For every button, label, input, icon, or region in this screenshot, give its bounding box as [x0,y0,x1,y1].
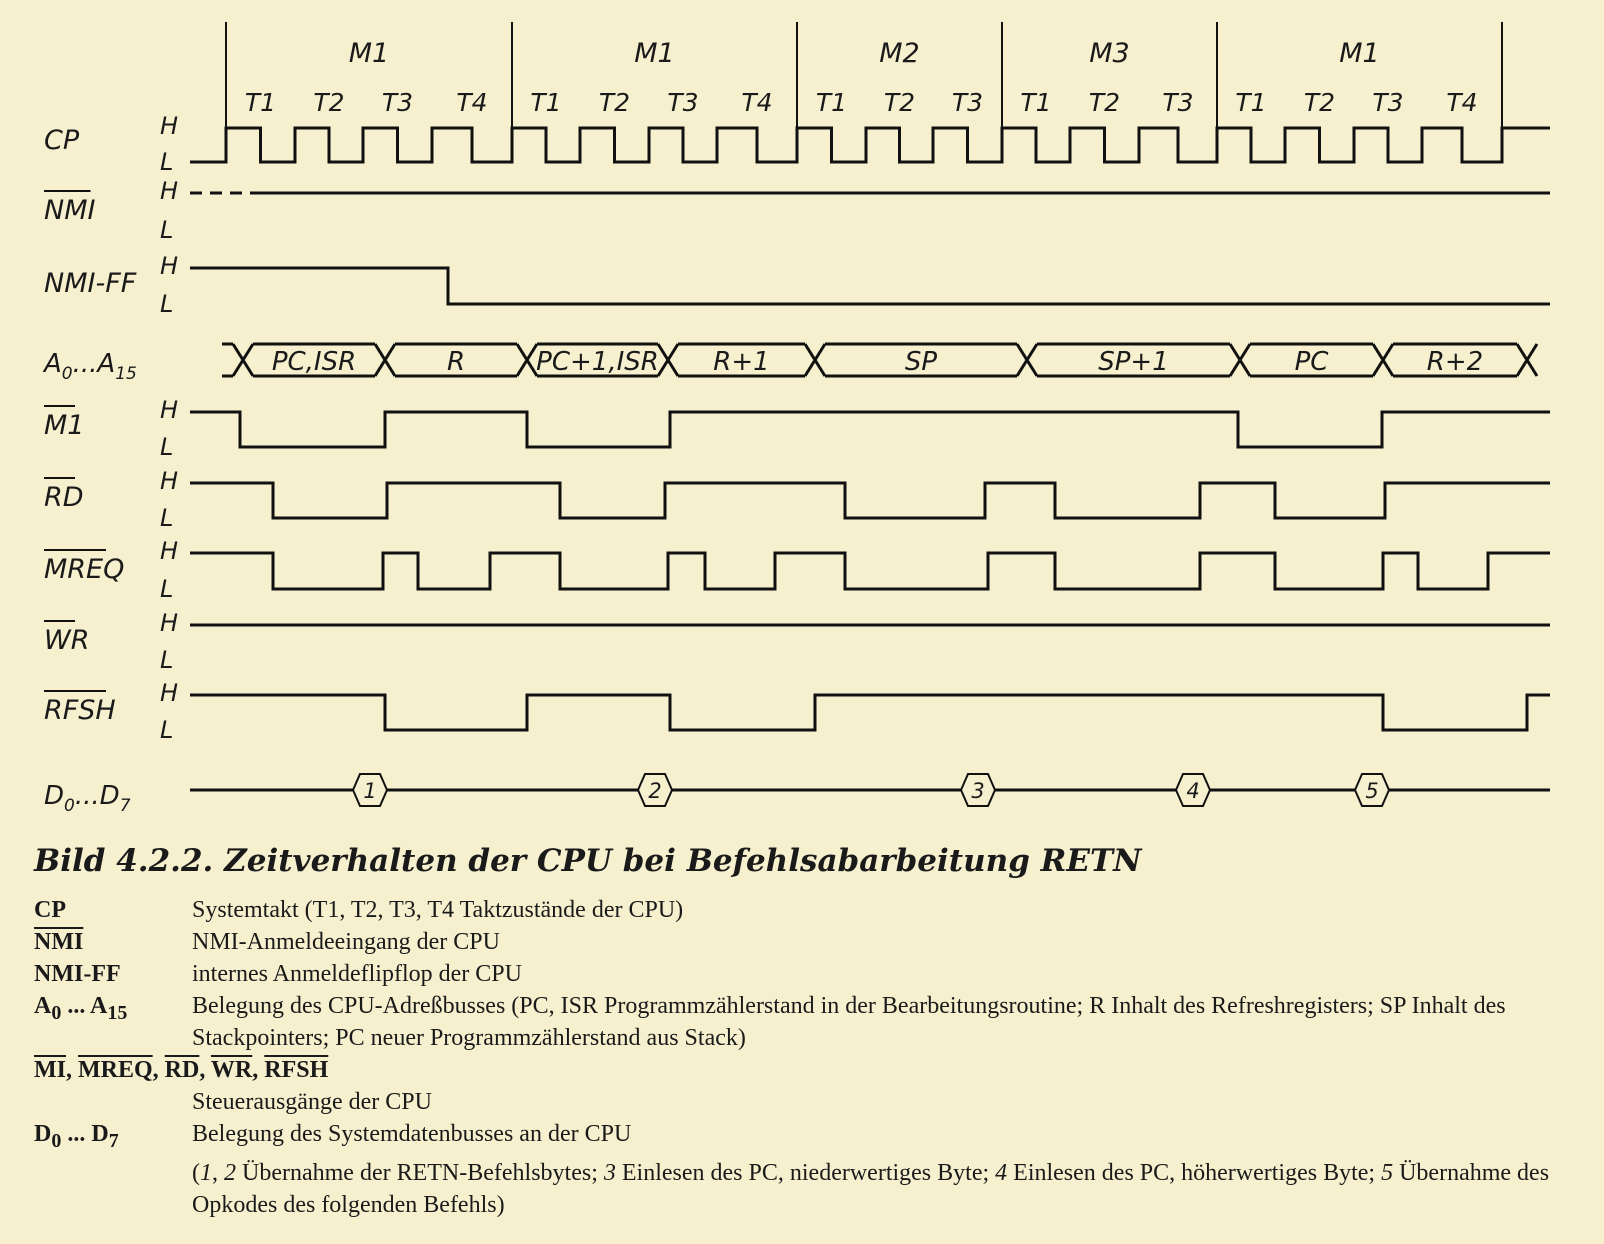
level-low-label: L [160,575,174,603]
t-state-label: T4 [1446,88,1478,117]
address-value: PC [1294,347,1329,377]
signal-name: M1 [44,410,85,441]
address-crossover [805,344,825,376]
legend-text-address: Belegung des CPU-Adreßbusses (PC, ISR Programmzählerstand in der Bearbeitungsroutine; R Inhalt des Refreshregisters; SP Inhalt des Stackpointers; PC neuer Programmzählerstand aus Stack) [192,993,1506,1051]
signal-label-m1 [44,396,178,461]
machine-cycle-label: M2 [879,38,920,69]
legend-term-cp: CP [34,897,66,923]
level-high-label: H [160,467,179,495]
t-state-label: T2 [1303,88,1336,117]
address-crossover [1517,344,1537,376]
legend-term-control: $\overline{MI}$, MREQ, $\overline{RD}$, $\overline{WR}$, RFSH [34,1057,329,1083]
legend-text-cp: Systemtakt (T1, T2, T3, T4 Taktzustände der CPU) [192,897,684,923]
level-low-label: L [160,716,174,744]
signal-name: WR [44,625,90,656]
legend-term-nmiff: NMI-FF [34,961,121,987]
machine-cycle-label: M1 [348,38,390,69]
level-low-label: L [160,148,174,176]
legend-row-nmi [34,926,1594,958]
signal-labels [42,112,178,816]
t-state-label: T1 [530,88,562,117]
address-crossover [233,344,253,376]
legend-term-nmi: $\overline{NMI}$ [34,929,84,955]
t-state-label: T3 [1162,88,1194,117]
legend-text-nmi: NMI-Anmeldeeingang der CPU [192,929,500,955]
t-state-label: T2 [313,88,345,117]
level-high-label: H [160,252,179,280]
level-low-label: L [160,433,174,461]
mreq-trace [190,553,1550,589]
level-high-label: H [160,537,179,565]
signal-name: NMI [44,195,96,226]
level-high-label: H [160,396,179,424]
address-value: SP+1 [1098,347,1169,377]
signal-name: RFSH [44,695,116,726]
signal-label-rd [44,467,178,532]
bus-label: $D_0...D_7$ [44,781,131,816]
legend-row-data [34,1118,1594,1157]
t-state-label: T2 [883,88,916,117]
legend-term-data: $D_0$ ... $D_7$ [34,1121,119,1152]
cp-trace [190,128,1550,162]
nmiff-trace [190,268,1550,304]
t-state-label: T4 [741,88,773,117]
signal-name: MREQ [44,554,125,585]
level-high-label: H [160,112,179,140]
level-high-label: H [160,609,179,637]
address-crossover [1373,344,1393,376]
signal-name: CP [44,125,80,156]
t-state-labels [245,88,1478,117]
level-low-label: L [160,504,174,532]
address-value: SP [904,347,938,377]
machine-cycle-labels [349,38,1380,69]
data-marker-number: 3 [971,779,985,803]
machine-cycle-label: M1 [634,38,675,69]
t-state-label: T4 [456,88,488,117]
t-state-label: T1 [244,88,277,117]
level-low-label: L [160,290,174,318]
address-crossover [375,344,395,376]
legend-row-control [34,1054,1594,1086]
legend-text-data-detail: (1, 2 Übernahme der RETN-Befehlsbytes; 3 Einlesen des PC, niederwertiges Byte; 4 Einlesen des PC, höherwertiges Byte; 5 Übernahme des Opkodes des folgenden Befehls) [192,1159,1550,1218]
address-crossover [517,344,537,376]
legend-term-address: $A_0$ ... $A_{15}$ [34,993,128,1024]
level-low-label: L [160,216,174,244]
legend-row-address [34,990,1594,1054]
machine-cycle-label: M1 [1339,38,1380,69]
address-value: PC,ISR [271,347,357,377]
signal-label-mreq [44,537,178,603]
address-crossover [1017,344,1037,376]
data-marker-number: 2 [648,779,662,803]
legend-row-nmiff [34,958,1594,990]
signal-name: NMI-FF [44,268,137,299]
address-value: R+1 [713,347,770,377]
address-value: R [446,347,466,377]
rfsh-trace [190,695,1550,730]
data-marker-number: 5 [1365,779,1379,803]
t-state-label: T3 [1372,88,1404,117]
legend-row-data-detail [34,1157,1594,1221]
t-state-label: T2 [598,88,631,117]
m1-trace [190,412,1550,447]
data-marker-number: 1 [363,779,377,803]
t-state-label: T3 [951,88,984,117]
address-value: PC+1,ISR [536,347,659,377]
t-state-label: T1 [1020,88,1052,117]
level-high-label: H [160,177,179,205]
address-value: R+2 [1426,347,1484,377]
data-marker-number: 4 [1186,779,1200,803]
signal-label-wr [44,609,178,674]
legend-row-control-text [34,1086,1594,1118]
legend-row-cp [34,894,1594,926]
legend-text-control: Steuerausgänge der CPU [192,1089,432,1115]
t-state-label: T3 [381,88,414,117]
figure-caption: Bild 4.2.2. Zeitverhalten der CPU bei Befehlsabarbeitung RETN [34,843,1142,879]
figure-legend [34,894,1594,1221]
signal-label-nmiff [44,252,178,318]
level-high-label: H [160,679,179,707]
level-low-label: L [160,646,174,674]
rd-trace [190,483,1550,518]
t-state-label: T1 [1235,88,1267,117]
bus-label: $A_0...A_{15}$ [44,349,137,384]
signal-label-cp [44,112,178,176]
signal-label-rfsh [44,679,178,744]
signal-label-nmi [44,177,178,244]
legend-text-nmiff: internes Anmeldeflipflop der CPU [192,961,522,987]
address-crossover [1230,344,1250,376]
signal-traces [190,128,1550,806]
t-state-label: T2 [1088,88,1121,117]
t-state-label: T1 [815,88,848,117]
signal-label-data [44,781,131,816]
signal-name: RD [44,482,84,513]
machine-cycle-label: M3 [1089,38,1130,69]
signal-label-addr [42,349,137,384]
legend-text-data: Belegung des Systemdatenbusses an der CPU [192,1121,632,1147]
address-crossover [658,344,678,376]
t-state-label: T3 [667,88,699,117]
